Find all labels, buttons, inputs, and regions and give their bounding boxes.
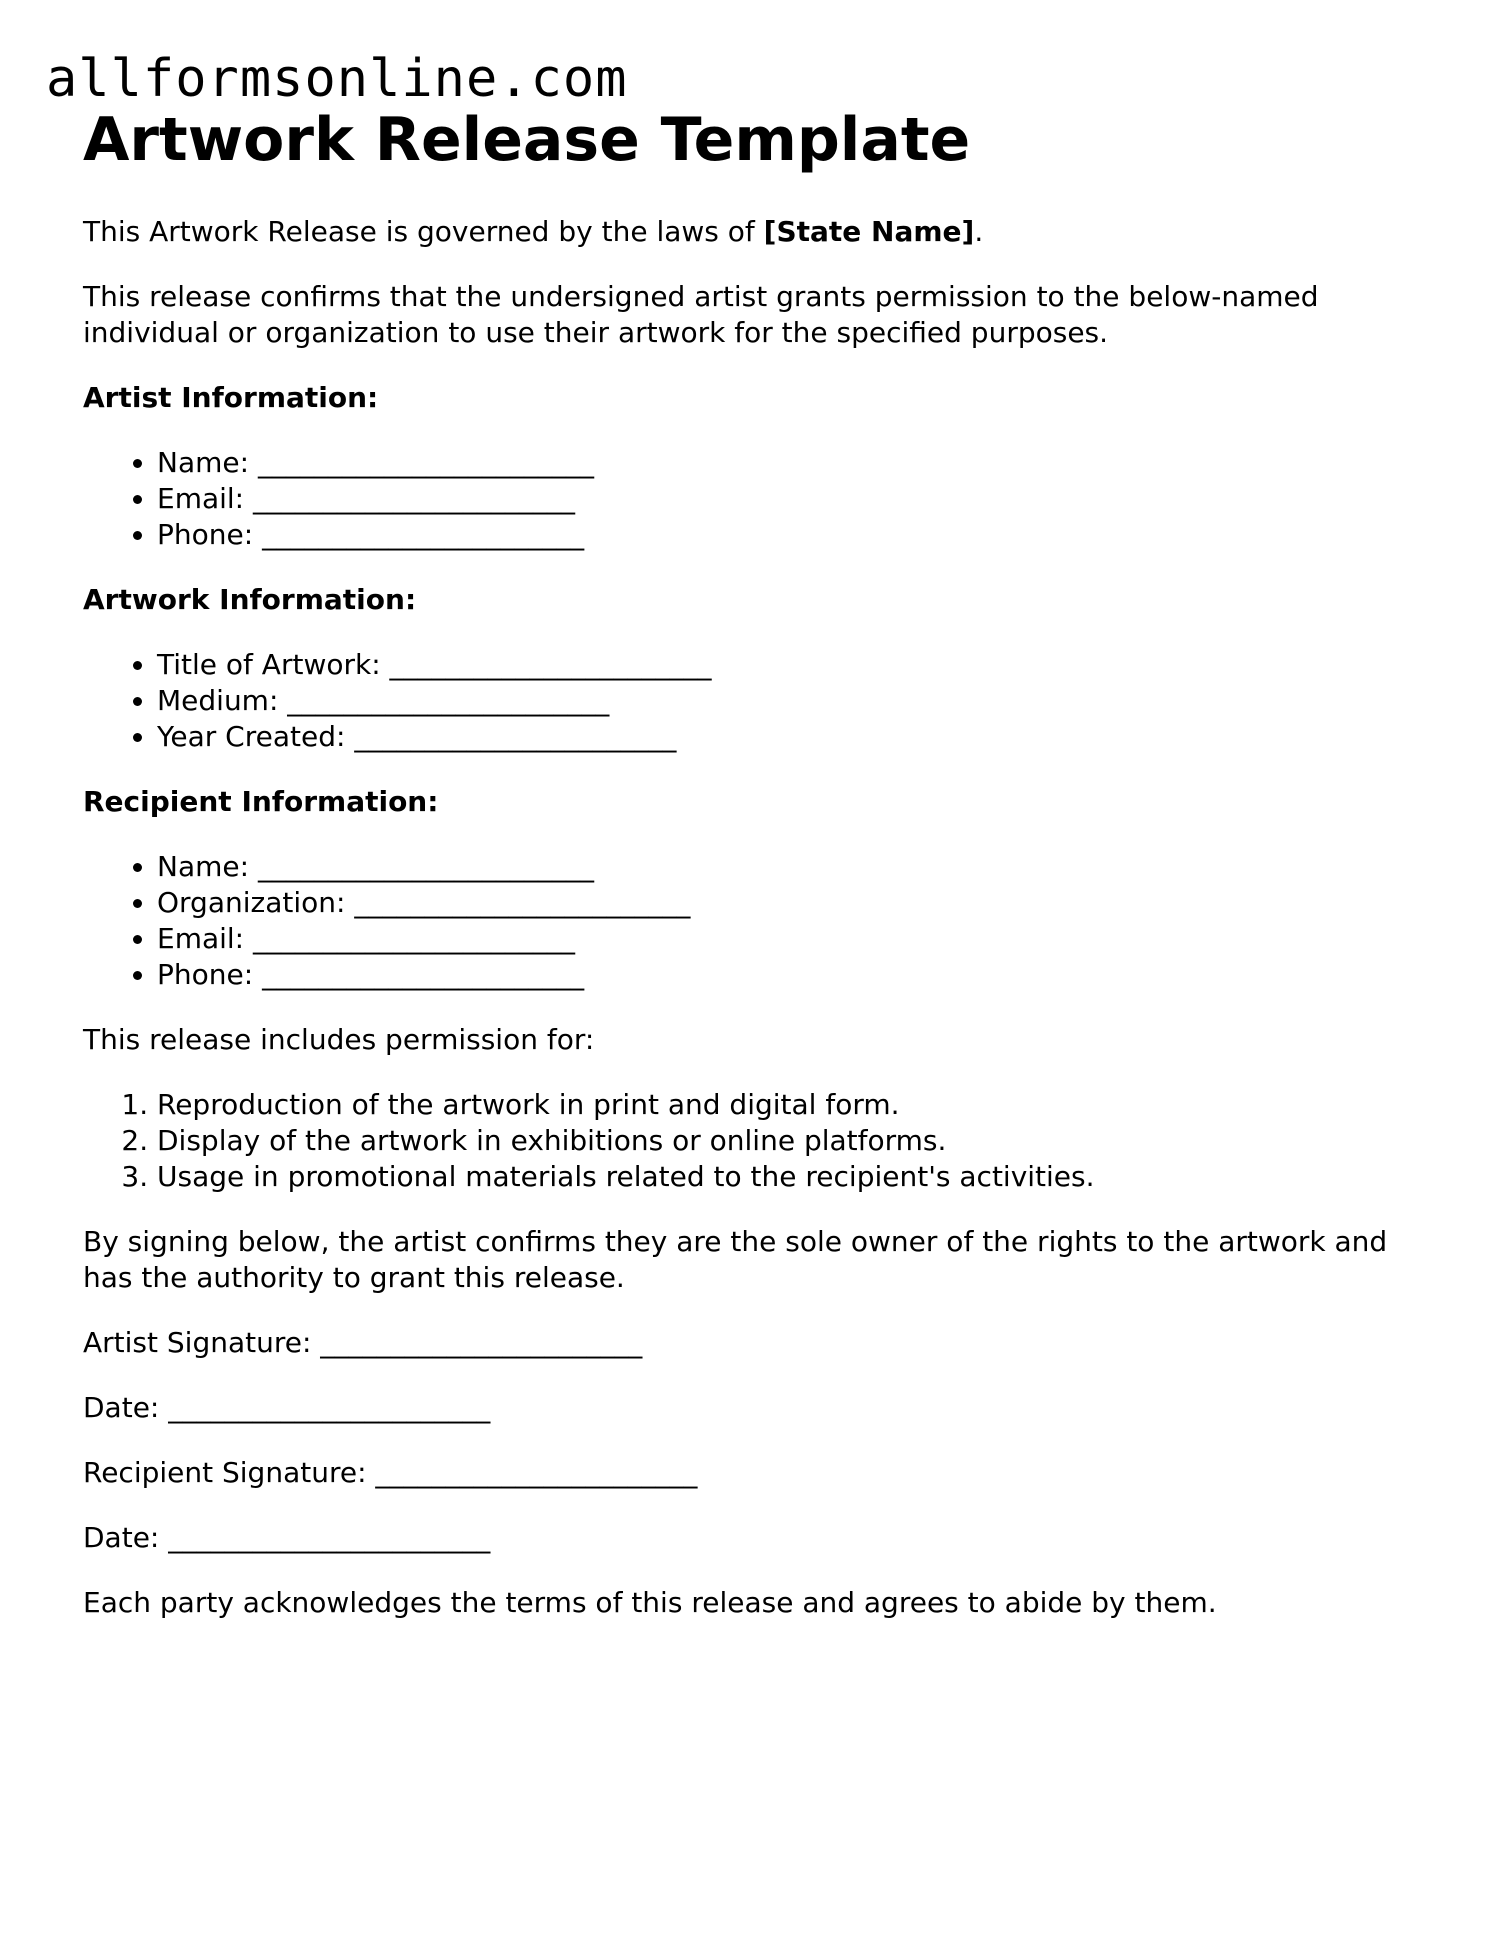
recipient-info-list — [83, 849, 1423, 993]
artist-phone-field[interactable]: • Phone: _______________________ — [157, 517, 1423, 553]
artwork-year-field[interactable]: • Year Created: _______________________ — [157, 719, 1423, 755]
ownership-confirmation: By signing below, the artist confirms they are the sole owner of the rights to the artwork and has the authority to grant this release. — [83, 1225, 1388, 1294]
closing-statement: Each party acknowledges the terms of this release and agrees to abide by them. — [83, 1586, 1217, 1619]
governing-law-prefix: This Artwork Release is governed by the laws of — [83, 215, 764, 248]
artwork-info-list — [83, 647, 1423, 755]
site-watermark: allformsonline.com — [46, 49, 628, 109]
artwork-title-field[interactable]: • Title of Artwork: _______________________ — [157, 647, 1423, 683]
permission-item: 3. Usage in promotional materials related to the recipient's activities. — [157, 1159, 1423, 1195]
artist-date-field[interactable]: Date: _______________________ — [83, 1391, 491, 1424]
recipient-signature-field[interactable]: Recipient Signature: _______________________ — [83, 1456, 698, 1489]
artist-name-field[interactable]: • Name: ________________________ — [157, 445, 1423, 481]
recipient-info-heading: Recipient Information: — [83, 785, 439, 818]
permission-item: 1. Reproduction of the artwork in print and digital form. — [157, 1087, 1423, 1123]
artist-info-list — [83, 445, 1423, 553]
state-name-placeholder: [State Name] — [763, 215, 975, 248]
artist-signature-field[interactable]: Artist Signature: _______________________ — [83, 1326, 643, 1359]
artwork-medium-field[interactable]: • Medium: _______________________ — [157, 683, 1423, 719]
governing-law-statement — [83, 214, 1423, 250]
recipient-name-field[interactable]: • Name: ________________________ — [157, 849, 1423, 885]
document-title: Artwork Release Template — [83, 105, 971, 175]
intro-paragraph: This release confirms that the undersigned artist grants permission to the below-named individual or organization to use their artwork for the specified purposes. — [83, 280, 1319, 349]
recipient-organization-field[interactable]: • Organization: ________________________ — [157, 885, 1423, 921]
governing-law-suffix: . — [974, 215, 984, 248]
recipient-phone-field[interactable]: • Phone: _______________________ — [157, 957, 1423, 993]
artwork-info-heading: Artwork Information: — [83, 583, 417, 616]
permission-item: 2. Display of the artwork in exhibitions or online platforms. — [157, 1123, 1423, 1159]
permissions-list — [83, 1087, 1423, 1195]
recipient-email-field[interactable]: • Email: _______________________ — [157, 921, 1423, 957]
recipient-date-field[interactable]: Date: _______________________ — [83, 1521, 491, 1554]
artist-info-heading: Artist Information: — [83, 381, 379, 414]
permissions-intro: This release includes permission for: — [83, 1023, 595, 1056]
document-page — [83, 104, 1423, 1621]
artist-email-field[interactable]: • Email: _______________________ — [157, 481, 1423, 517]
